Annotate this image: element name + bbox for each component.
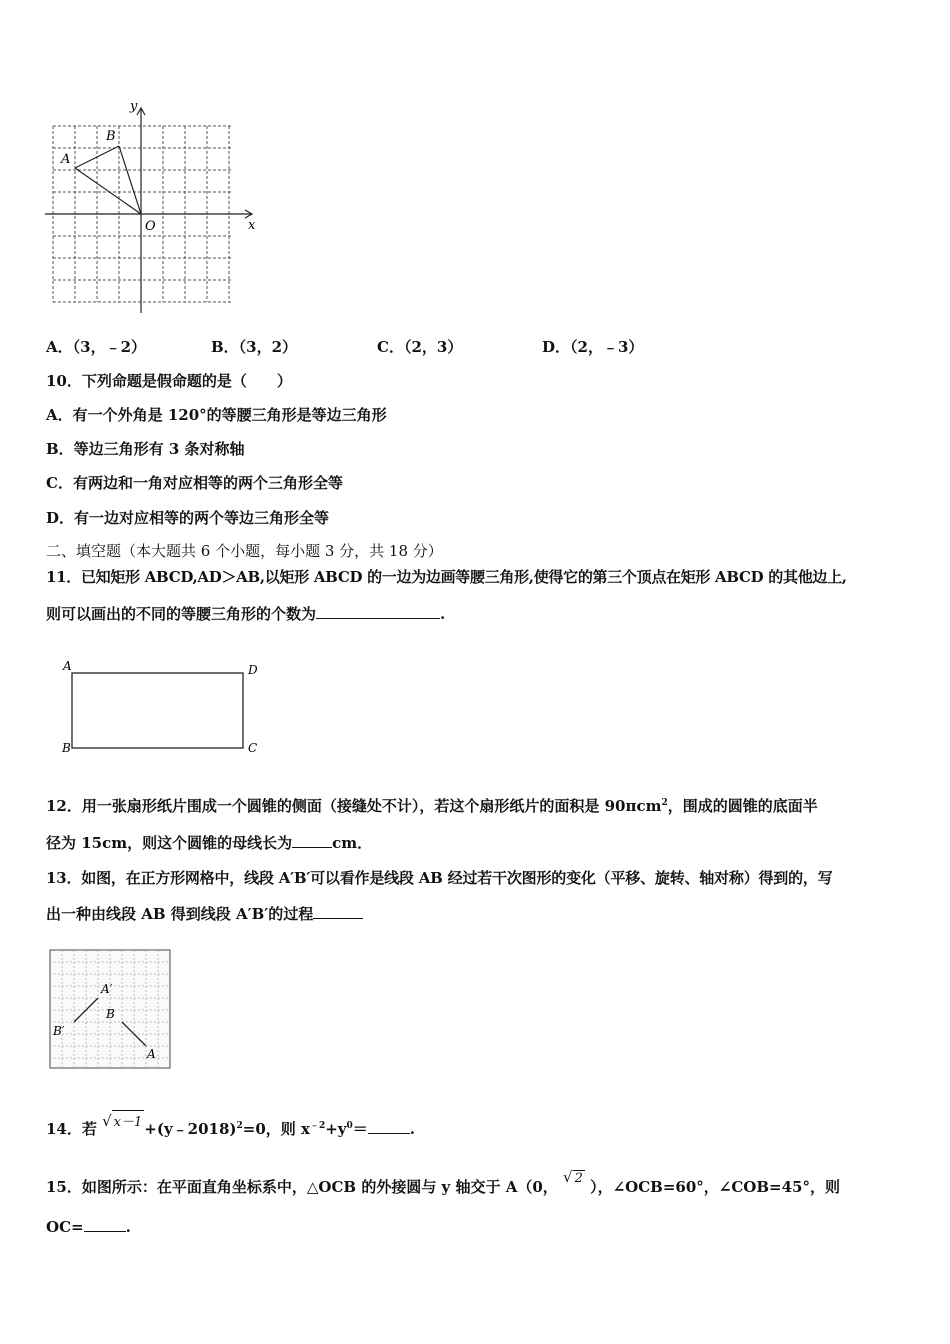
sqrt-symbol: √ — [102, 1112, 112, 1130]
q14-text-post: ＝ — [352, 1120, 368, 1138]
q12-line2 — [46, 832, 372, 853]
q14-text-mid2: =0，则 x — [242, 1120, 310, 1138]
q10-option-b: B．等边三角形有 3 条对称轴 — [46, 440, 245, 458]
q15-line1 — [46, 1168, 840, 1197]
q13-line2-text: 出一种由线段 AB 得到线段 A′B′的过程 — [46, 905, 314, 923]
q15-radicand: 2 — [574, 1171, 583, 1186]
y-axis-label: y — [130, 99, 138, 114]
q14-text-mid: +(y﹣2018) — [144, 1120, 237, 1138]
q10-option-d: D．有一边对应相等的两个等边三角形全等 — [46, 509, 330, 527]
q14-sqrt — [102, 1110, 144, 1130]
section-heading: 二、填空题（本大题共 6 个小题，每小题 3 分，共 18 分） — [46, 542, 443, 560]
q15-text-start: 15．如图所示：在平面直角坐标系中，△OCB 的外接圆与 y 轴交于 A（0， — [46, 1178, 558, 1196]
q13-grid-figure — [46, 946, 174, 1072]
q9-option-d: D．（2，﹣3） — [542, 338, 644, 356]
q12-sup: 2 — [661, 798, 668, 808]
q14-sup3: 0 — [346, 1121, 353, 1131]
q9-option-c: C．（2，3） — [377, 338, 463, 356]
q14-text-end: . — [409, 1120, 416, 1138]
q12-line1-text: 12．用一张扇形纸片围成一个圆锥的侧面（接缝处不计），若这个扇形纸片的面积是 90πcm — [46, 797, 662, 815]
q13-line2 — [46, 903, 363, 924]
q13-b-label: B — [106, 1007, 115, 1021]
rect-c-label: C — [248, 741, 258, 755]
q15-answer-blank[interactable] — [84, 1219, 126, 1232]
q15-line2-end: . — [125, 1218, 131, 1236]
q15-text-end: ），∠OCB=60°，∠COB=45°，则 — [590, 1178, 840, 1196]
q13-line1: 13．如图，在正方形网格中，线段 A′B′可以看作是线段 AB 经过若干次图形的变化（平移、旋转、轴对称）得到的，写 — [46, 869, 833, 887]
q13-a-label: A — [147, 1047, 156, 1061]
q14-answer-blank[interactable] — [368, 1121, 410, 1134]
q12-line2-text: 径为 15cm，则这个圆锥的母线长为 — [46, 834, 293, 852]
q14-radicand: x－1 — [112, 1110, 145, 1130]
q11-answer-blank[interactable] — [316, 606, 440, 619]
rect-d-label: D — [248, 663, 258, 677]
q11-line2-text: 则可以画出的不同的等腰三角形的个数为 — [46, 605, 317, 623]
q10-stem: 10．下列命题是假命题的是（ ） — [46, 372, 292, 390]
q10-option-a: A．有一个外角是 120°的等腰三角形是等边三角形 — [46, 406, 387, 424]
q14-line — [46, 1110, 415, 1139]
q9-option-a: A．（3，﹣2） — [46, 338, 147, 356]
x-axis-label: x — [248, 218, 256, 233]
sqrt-symbol: √ — [563, 1168, 573, 1186]
q11-rectangle-figure — [58, 656, 268, 760]
q11-line2-end: . — [440, 605, 446, 623]
q9-grid-figure — [40, 98, 265, 320]
q12-answer-blank[interactable] — [292, 835, 332, 848]
rect-b-label: B — [62, 741, 71, 755]
q10-option-c: C．有两边和一角对应相等的两个三角形全等 — [46, 474, 343, 492]
q14-sup2: ﹣2 — [309, 1121, 326, 1131]
point-a-label: A — [61, 152, 71, 167]
origin-label: O — [145, 219, 156, 234]
q14-text-mid3: +y — [325, 1120, 347, 1138]
rect-a-label: A — [63, 659, 72, 673]
q13-answer-blank[interactable] — [313, 906, 363, 919]
q11-line2 — [46, 603, 445, 624]
q9-option-b: B．（3，2） — [211, 338, 298, 356]
q15-line2 — [46, 1218, 131, 1236]
q11-line1: 11．已知矩形 ABCD,AD＞AB,以矩形 ABCD 的一边为边画等腰三角形,使得它的第三个顶点在矩形 ABCD 的其他边上, — [46, 568, 847, 586]
q15-line2-text: OC= — [46, 1218, 84, 1236]
q13-b-prime-label: B′ — [53, 1024, 65, 1038]
q15-sqrt — [563, 1168, 585, 1186]
q12-line1 — [46, 795, 818, 816]
q13-a-prime-label: A′ — [101, 982, 113, 996]
q14-text-start: 14．若 — [46, 1120, 97, 1138]
q12-line1-end: ，围成的圆锥的底面半 — [667, 797, 818, 815]
point-b-label: B — [106, 129, 116, 144]
q14-sup1: 2 — [236, 1121, 243, 1131]
q12-line2-end: cm． — [332, 834, 373, 852]
